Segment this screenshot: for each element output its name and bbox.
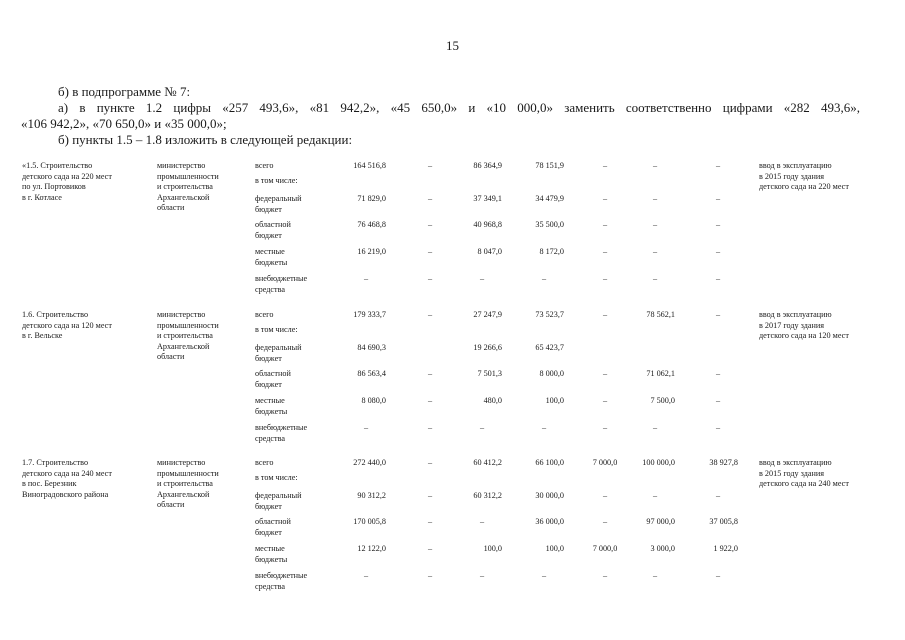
amount-cell: – — [427, 310, 433, 319]
executor-line: и строительства — [157, 479, 213, 488]
amount-cell: 34 479,9 — [535, 194, 564, 203]
funding-source-label: средства — [255, 284, 286, 294]
result-line: в 2015 году здания — [759, 171, 825, 181]
result-line: детского сада на 220 мест — [759, 182, 849, 191]
amount-cell: 65 423,7 — [535, 343, 564, 352]
amount-cell: – — [652, 571, 658, 580]
funding-source-label: бюджет — [255, 527, 282, 537]
funding-source-label: бюджет — [255, 230, 282, 240]
funding-source-label: федеральный — [255, 491, 302, 500]
amount-cell: – — [427, 517, 433, 526]
funding-source-label: средства — [255, 433, 286, 443]
amount-cell: – — [652, 247, 658, 256]
amount-cell: 1 922,0 — [713, 544, 738, 553]
amount-cell: – — [602, 369, 608, 378]
executor-line: министерство — [157, 161, 206, 170]
project-name-line: по ул. Портовиков — [22, 182, 86, 191]
amount-cell: 7 500,0 — [650, 396, 675, 405]
amount-cell: – — [427, 458, 433, 467]
funding-source-label: местные — [255, 396, 285, 405]
amount-cell: 8 047,0 — [477, 247, 502, 256]
amount-cell: 100 000,0 — [642, 458, 675, 467]
project-name-line: в г. Котласе — [22, 192, 62, 202]
amount-cell: – — [652, 194, 658, 203]
funding-source-label: областной — [255, 369, 291, 378]
funding-source-label: внебюджетные — [255, 571, 308, 580]
amount-cell: 272 440,0 — [353, 458, 386, 467]
amount-cell: – — [427, 194, 433, 203]
amount-cell: – — [602, 161, 608, 170]
amount-cell: – — [541, 274, 547, 283]
amount-cell: – — [479, 517, 485, 526]
executor-line: министерство — [157, 310, 206, 319]
amount-cell: 60 412,2 — [473, 458, 502, 467]
result-line: ввод в эксплуатацию — [759, 310, 832, 319]
funding-source-label: в том числе: — [255, 325, 298, 334]
amount-cell: 100,0 — [545, 544, 564, 553]
amount-cell: – — [602, 491, 608, 500]
amount-cell: 86 563,4 — [357, 369, 386, 378]
amount-cell: – — [715, 274, 721, 283]
amount-cell: – — [602, 310, 608, 319]
funding-source-label: средства — [255, 581, 286, 591]
executor-line: и строительства — [157, 182, 213, 191]
amount-cell: – — [602, 194, 608, 203]
amount-cell: – — [479, 571, 485, 580]
amount-cell: 7 000,0 — [592, 544, 618, 553]
amount-cell: 35 500,0 — [535, 220, 564, 229]
funding-source-label: бюджеты — [255, 554, 288, 564]
amount-cell: 3 000,0 — [650, 544, 675, 553]
amount-cell: – — [363, 423, 369, 432]
executor-line: области — [157, 352, 185, 361]
amount-cell: 90 312,2 — [357, 491, 386, 500]
project-name-line: Виноградовского района — [22, 489, 109, 499]
funding-source-label: бюджет — [255, 501, 282, 511]
amount-cell: – — [715, 396, 721, 405]
amount-cell: 7 000,0 — [592, 458, 618, 467]
amount-cell: – — [715, 571, 721, 580]
amount-cell: 19 266,6 — [473, 343, 502, 352]
amount-cell: 164 516,8 — [353, 161, 386, 170]
amount-cell: – — [715, 247, 721, 256]
amount-cell: 60 312,2 — [473, 491, 502, 500]
amount-cell: 36 000,0 — [535, 517, 564, 526]
funding-source-label: всего — [255, 161, 274, 170]
amount-cell: – — [715, 369, 721, 378]
amount-cell: 8 172,0 — [539, 247, 564, 256]
amount-cell: – — [602, 571, 608, 580]
executor-line: министерство — [157, 458, 206, 467]
amount-cell: – — [427, 423, 433, 432]
amount-cell: – — [541, 423, 547, 432]
amount-cell: – — [427, 491, 433, 500]
amount-cell: 40 968,8 — [473, 220, 502, 229]
project-name-line: 1.7. Строительство — [22, 458, 89, 467]
amount-cell: – — [427, 161, 433, 170]
page-number: 15 — [446, 38, 459, 53]
amount-cell: – — [715, 194, 721, 203]
executor-line: промышленности — [157, 468, 219, 478]
project-name-line: «1.5. Строительство — [22, 161, 93, 170]
funding-source-label: местные — [255, 544, 285, 553]
executor-line: промышленности — [157, 320, 219, 330]
executor-line: области — [157, 203, 185, 212]
intro-line-3: «106 942,2», «70 650,0» и «35 000,0»; — [21, 116, 227, 131]
funding-source-label: областной — [255, 220, 291, 229]
result-line: детского сада на 240 мест — [759, 479, 849, 488]
amount-cell: – — [715, 423, 721, 432]
amount-cell: – — [652, 220, 658, 229]
amount-cell: – — [427, 544, 433, 553]
amount-cell: – — [652, 423, 658, 432]
project-name-line: в г. Вельске — [22, 331, 63, 340]
amount-cell: 16 219,0 — [357, 247, 386, 256]
amount-cell: 179 333,7 — [353, 310, 386, 319]
amount-cell: – — [363, 571, 369, 580]
funding-source-label: федеральный — [255, 343, 302, 352]
project-name-line: детского сада на 120 мест — [22, 320, 112, 330]
amount-cell: – — [715, 310, 721, 319]
result-line: ввод в эксплуатацию — [759, 161, 832, 170]
funding-source-label: всего — [255, 458, 274, 467]
amount-cell: – — [427, 571, 433, 580]
project-name-line: 1.6. Строительство — [22, 310, 89, 319]
funding-source-label: бюджет — [255, 379, 282, 389]
amount-cell: 76 468,8 — [357, 220, 386, 229]
amount-cell: 37 349,1 — [473, 194, 502, 203]
amount-cell: 480,0 — [483, 396, 502, 405]
amount-cell: 170 005,8 — [353, 517, 386, 526]
funding-source-label: бюджет — [255, 353, 282, 363]
executor-line: Архангельской — [157, 489, 210, 499]
executor-line: Архангельской — [157, 192, 210, 202]
funding-source-label: внебюджетные — [255, 423, 308, 432]
funding-source-label: местные — [255, 247, 285, 256]
amount-cell: 8 080,0 — [361, 396, 386, 405]
amount-cell: 78 151,9 — [535, 161, 564, 170]
amount-cell: – — [427, 396, 433, 405]
result-line: в 2015 году здания — [759, 468, 825, 478]
amount-cell: 7 501,3 — [477, 369, 502, 378]
project-name-line: детского сада на 220 мест — [22, 171, 112, 181]
intro-line-4: б) пункты 1.5 – 1.8 изложить в следующей редакции: — [58, 132, 353, 147]
result-line: ввод в эксплуатацию — [759, 458, 832, 467]
amount-cell: 71 062,1 — [646, 369, 675, 378]
amount-cell: – — [602, 423, 608, 432]
amount-cell: 71 829,0 — [357, 194, 386, 203]
executor-line: промышленности — [157, 171, 219, 181]
amount-cell: – — [715, 161, 721, 170]
amount-cell: 27 247,9 — [473, 310, 502, 319]
intro-line-2: а) в пункте 1.2 цифры «257 493,6», «81 942,2», «45 650,0» и «10 000,0» заменить соответственно цифрами «282 493,6», — [58, 100, 860, 115]
funding-source-label: федеральный — [255, 194, 302, 203]
amount-cell: 84 690,3 — [357, 343, 386, 352]
amount-cell: – — [427, 274, 433, 283]
amount-cell: – — [602, 274, 608, 283]
amount-cell: – — [363, 274, 369, 283]
executor-line: области — [157, 500, 185, 509]
amount-cell: – — [602, 247, 608, 256]
funding-source-label: бюджеты — [255, 257, 288, 267]
project-name-line: детского сада на 240 мест — [22, 468, 112, 478]
intro-line-1: б) в подпрограмме № 7: — [58, 84, 191, 99]
amount-cell: – — [715, 220, 721, 229]
funding-source-label: бюджеты — [255, 406, 288, 416]
amount-cell: – — [541, 571, 547, 580]
amount-cell: 100,0 — [545, 396, 564, 405]
funding-source-label: всего — [255, 310, 274, 319]
amount-cell: 38 927,8 — [709, 458, 738, 467]
executor-line: Архангельской — [157, 341, 210, 351]
amount-cell: 73 523,7 — [535, 310, 564, 319]
result-line: в 2017 году здания — [759, 320, 825, 330]
funding-source-label: внебюджетные — [255, 274, 308, 283]
amount-cell: – — [427, 369, 433, 378]
amount-cell: 8 000,0 — [539, 369, 564, 378]
amount-cell: – — [652, 161, 658, 170]
amount-cell: – — [602, 517, 608, 526]
amount-cell: 12 122,0 — [357, 544, 386, 553]
amount-cell: – — [652, 491, 658, 500]
amount-cell: – — [427, 220, 433, 229]
funding-source-label: в том числе: — [255, 176, 298, 185]
amount-cell: – — [479, 274, 485, 283]
amount-cell: 30 000,0 — [535, 491, 564, 500]
project-name-line: в пос. Березник — [22, 479, 77, 488]
funding-source-label: бюджет — [255, 204, 282, 214]
amount-cell: 37 005,8 — [709, 517, 738, 526]
executor-line: и строительства — [157, 331, 213, 340]
amount-cell: 100,0 — [483, 544, 502, 553]
amount-cell: – — [479, 423, 485, 432]
amount-cell: – — [602, 220, 608, 229]
amount-cell: 97 000,0 — [646, 517, 675, 526]
funding-source-label: в том числе: — [255, 473, 298, 482]
amount-cell: – — [427, 247, 433, 256]
amount-cell: 86 364,9 — [473, 161, 502, 170]
amount-cell: – — [602, 396, 608, 405]
funding-source-label: областной — [255, 517, 291, 526]
amount-cell: 66 100,0 — [535, 458, 564, 467]
amount-cell: – — [652, 274, 658, 283]
amount-cell: 78 562,1 — [646, 310, 675, 319]
amount-cell: – — [715, 491, 721, 500]
result-line: детского сада на 120 мест — [759, 331, 849, 340]
